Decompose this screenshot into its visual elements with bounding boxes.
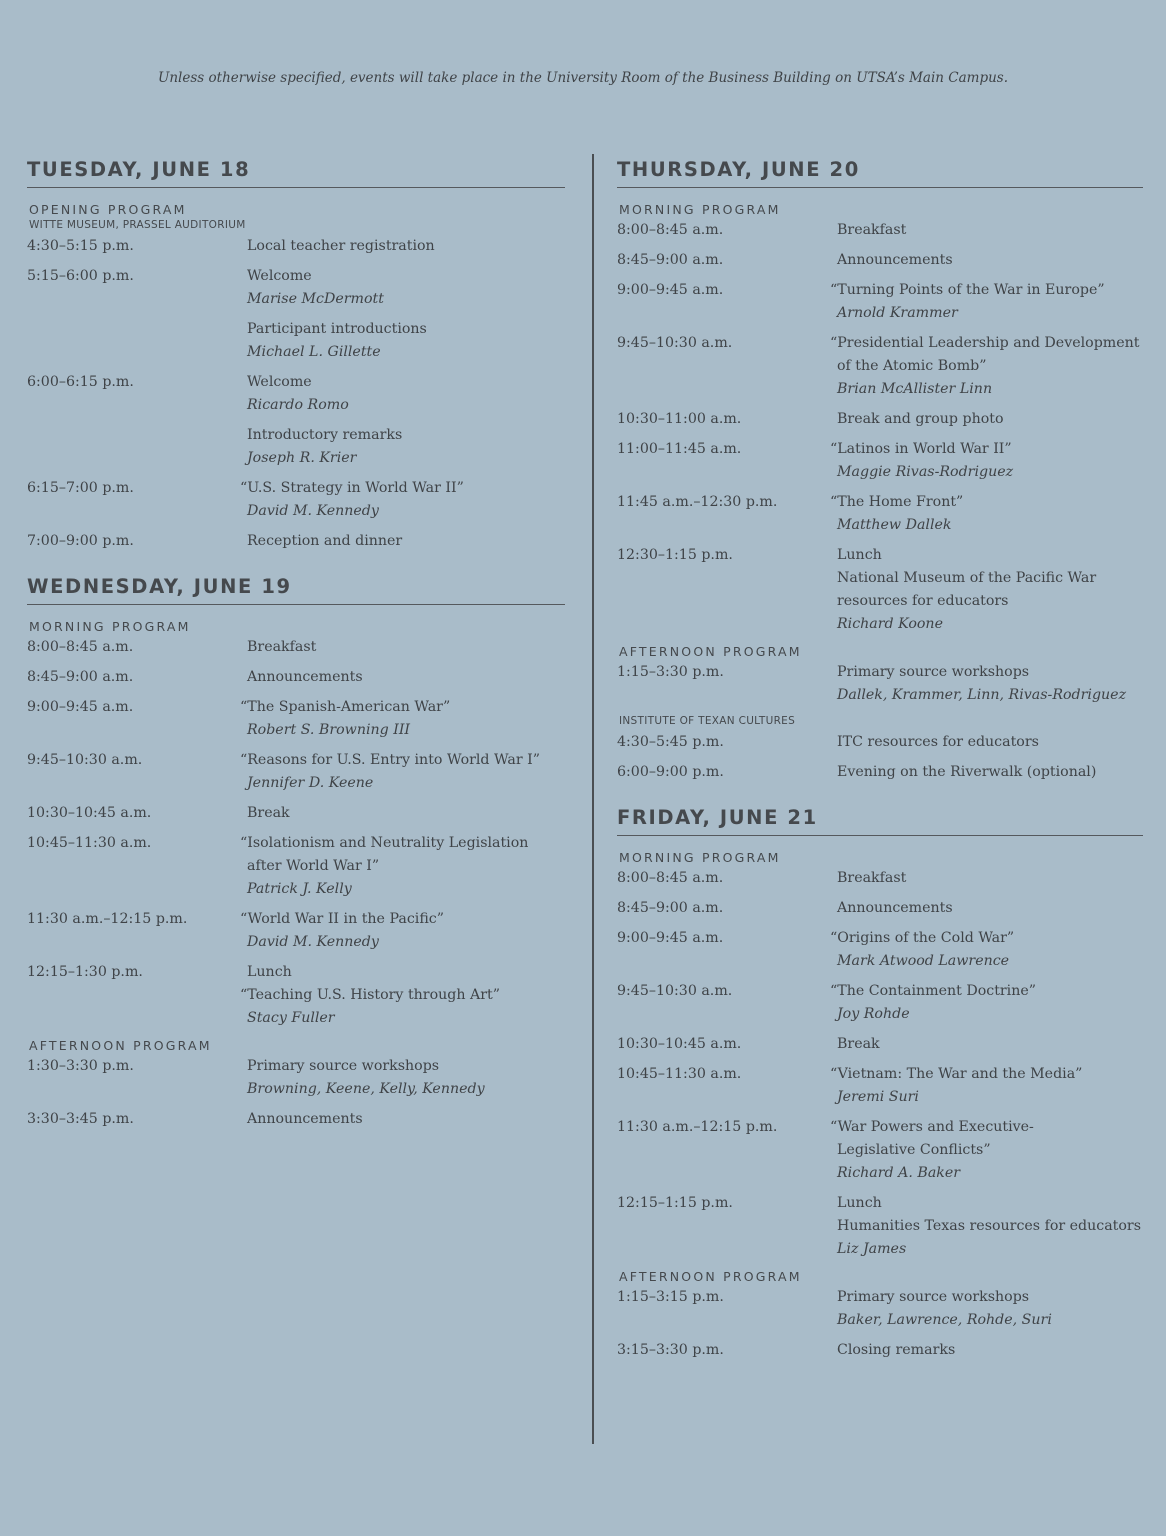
program-title: MORNING PROGRAM — [619, 850, 781, 865]
event-details — [240, 477, 565, 523]
event-line: Participant introductions — [247, 321, 427, 337]
program-title: AFTERNOON PROGRAM — [619, 1269, 802, 1284]
speaker-name: Jennifer D. Keene — [247, 775, 374, 791]
schedule-row — [27, 530, 565, 553]
day-title: WEDNESDAY, JUNE 19 — [27, 575, 565, 605]
lecture-title: “The Home Front” — [830, 494, 964, 510]
event-details — [837, 897, 1143, 920]
speaker-name: Joseph R. Krier — [247, 450, 357, 466]
event-time: 8:00–8:45 a.m. — [27, 639, 134, 655]
event-time: 6:00–9:00 p.m. — [617, 764, 724, 780]
lecture-title: “The Spanish-American War” — [240, 699, 451, 715]
day-title: THURSDAY, JUNE 20 — [617, 158, 1143, 188]
event-line: Primary source workshops — [837, 1289, 1030, 1305]
schedule-row — [27, 235, 565, 258]
lecture-title: “Origins of the Cold War” — [830, 930, 1015, 946]
event-line: after World War I” — [247, 858, 380, 874]
schedule-row — [617, 661, 1143, 707]
schedule-row — [27, 636, 565, 659]
event-details — [837, 1192, 1143, 1261]
day-block — [27, 158, 565, 553]
speaker-name: Arnold Krammer — [837, 305, 958, 321]
column-divider — [592, 154, 594, 1444]
right-column — [617, 158, 1143, 1384]
event-details — [247, 371, 565, 417]
event-details — [240, 961, 565, 1030]
program-section — [617, 644, 1143, 707]
program-title: AFTERNOON PROGRAM — [619, 644, 802, 659]
program-section — [617, 850, 1143, 1261]
event-time: 12:15–1:15 p.m. — [617, 1195, 733, 1211]
speaker-name: Ricardo Romo — [247, 397, 349, 413]
event-details — [240, 696, 565, 742]
program-title: AFTERNOON PROGRAM — [29, 1038, 212, 1053]
program-section — [27, 619, 565, 1030]
schedule-row — [617, 867, 1143, 890]
event-details — [247, 636, 565, 659]
program-title: MORNING PROGRAM — [619, 202, 781, 217]
schedule-row — [617, 544, 1143, 636]
schedule-row — [27, 696, 565, 742]
event-line: Humanities Texas resources for educators — [837, 1218, 1141, 1234]
schedule-row — [617, 408, 1143, 431]
event-time: 10:45–11:30 a.m. — [617, 1066, 742, 1082]
lecture-title: “Turning Points of the War in Europe” — [830, 282, 1105, 298]
event-details — [837, 219, 1143, 242]
event-line: Introductory remarks — [247, 427, 403, 443]
day-block — [617, 806, 1143, 1362]
program-section — [617, 715, 1143, 784]
event-details — [247, 530, 565, 553]
event-details — [247, 424, 565, 470]
event-line: Evening on the Riverwalk (optional) — [837, 764, 1097, 780]
event-time: 4:30–5:15 p.m. — [27, 238, 134, 254]
event-details — [247, 265, 565, 311]
event-time: 8:45–9:00 a.m. — [617, 900, 724, 916]
event-line: Primary source workshops — [837, 664, 1030, 680]
schedule-row — [27, 1108, 565, 1131]
event-details — [240, 832, 565, 901]
schedule-row — [617, 249, 1143, 272]
event-time: 11:45 a.m.–12:30 p.m. — [617, 494, 778, 510]
speaker-name: Richard Koone — [837, 616, 943, 632]
lecture-title: “Isolationism and Neutrality Legislation — [240, 835, 529, 851]
event-time: 11:30 a.m.–12:15 p.m. — [617, 1119, 778, 1135]
event-line: Announcements — [247, 1111, 363, 1127]
event-details — [837, 1339, 1143, 1362]
event-details — [837, 761, 1143, 784]
day-title: TUESDAY, JUNE 18 — [27, 158, 565, 188]
event-details — [830, 279, 1143, 325]
schedule-row — [617, 438, 1143, 484]
schedule-row — [617, 1063, 1143, 1109]
event-line: Lunch — [247, 964, 292, 980]
event-details — [837, 408, 1143, 431]
schedule-row — [617, 219, 1143, 242]
event-time: 9:00–9:45 a.m. — [617, 282, 724, 298]
speaker-name: Joy Rohde — [837, 1006, 910, 1022]
event-line: Breakfast — [247, 639, 317, 655]
event-details — [837, 1033, 1143, 1056]
event-details — [837, 661, 1143, 707]
event-details — [830, 1116, 1143, 1185]
event-line: Announcements — [837, 900, 953, 916]
schedule-row — [27, 424, 565, 470]
event-line: Welcome — [247, 374, 312, 390]
event-line: Primary source workshops — [247, 1058, 440, 1074]
event-time: 9:45–10:30 a.m. — [617, 335, 733, 351]
event-time: 8:45–9:00 a.m. — [617, 252, 724, 268]
program-location: INSTITUTE OF TEXAN CULTURES — [619, 715, 796, 727]
speaker-name: Michael L. Gillette — [247, 344, 381, 360]
schedule-row — [27, 802, 565, 825]
schedule-row — [617, 1116, 1143, 1185]
event-time: 8:00–8:45 a.m. — [617, 222, 724, 238]
program-location: WITTE MUSEUM, PRASSEL AUDITORIUM — [29, 219, 246, 231]
speaker-name: Maggie Rivas-Rodriguez — [837, 464, 1014, 480]
event-time: 12:30–1:15 p.m. — [617, 547, 733, 563]
day-block — [617, 158, 1143, 784]
venue-note: Unless otherwise specified, events will take place in the University Room of the Business Building on UTSA’s Main Campus. — [157, 70, 1009, 86]
day-title: FRIDAY, JUNE 21 — [617, 806, 1143, 836]
event-details — [240, 908, 565, 954]
schedule-row — [617, 279, 1143, 325]
event-line: resources for educators — [837, 593, 1009, 609]
lecture-title: “The Containment Doctrine” — [830, 983, 1036, 999]
event-details — [830, 332, 1143, 401]
event-line: Reception and dinner — [247, 533, 403, 549]
speaker-name: Dallek, Krammer, Linn, Rivas-Rodriguez — [837, 687, 1127, 703]
program-title: OPENING PROGRAM — [29, 202, 187, 217]
event-details — [837, 544, 1143, 636]
speaker-name: David M. Kennedy — [247, 934, 379, 950]
schedule-row — [27, 832, 565, 901]
event-time: 1:15–3:30 p.m. — [617, 664, 724, 680]
event-time: 10:30–10:45 a.m. — [27, 805, 152, 821]
event-time: 12:15–1:30 p.m. — [27, 964, 143, 980]
schedule-row — [27, 961, 565, 1030]
event-details — [830, 491, 1143, 537]
event-time: 6:00–6:15 p.m. — [27, 374, 134, 390]
event-details — [247, 802, 565, 825]
day-block — [27, 575, 565, 1131]
event-time: 11:30 a.m.–12:15 p.m. — [27, 911, 188, 927]
event-line: ITC resources for educators — [837, 734, 1039, 750]
event-details — [830, 438, 1143, 484]
event-line: Lunch — [837, 1195, 882, 1211]
event-line: Breakfast — [837, 870, 907, 886]
schedule-row — [617, 897, 1143, 920]
schedule-row — [27, 371, 565, 417]
schedule-row — [617, 1286, 1143, 1332]
speaker-name: Mark Atwood Lawrence — [837, 953, 1010, 969]
event-details — [247, 1055, 565, 1101]
schedule-row — [617, 927, 1143, 973]
event-details — [830, 1063, 1143, 1109]
event-time: 3:15–3:30 p.m. — [617, 1342, 724, 1358]
schedule-row — [27, 749, 565, 795]
event-details — [830, 980, 1143, 1026]
schedule-row — [27, 477, 565, 523]
event-details — [837, 249, 1143, 272]
event-line: Welcome — [247, 268, 312, 284]
lecture-title: “Latinos in World War II” — [830, 441, 1012, 457]
event-details — [247, 318, 565, 364]
speaker-name: Liz James — [837, 1241, 907, 1257]
event-details — [240, 749, 565, 795]
speaker-name: Richard A. Baker — [837, 1165, 961, 1181]
lecture-title: “U.S. Strategy in World War II” — [240, 480, 464, 496]
event-details — [837, 867, 1143, 890]
event-line: National Museum of the Pacific War — [837, 570, 1097, 586]
lecture-title: “Vietnam: The War and the Media” — [830, 1066, 1083, 1082]
event-line: Break — [247, 805, 290, 821]
event-details — [837, 731, 1143, 754]
event-line: Lunch — [837, 547, 882, 563]
schedule-row — [27, 908, 565, 954]
event-time: 11:00–11:45 a.m. — [617, 441, 742, 457]
speaker-name: Robert S. Browning III — [247, 722, 411, 738]
schedule-row — [27, 666, 565, 689]
schedule-row — [27, 1055, 565, 1101]
schedule-row — [617, 491, 1143, 537]
speaker-name: Jeremi Suri — [837, 1089, 919, 1105]
program-title: MORNING PROGRAM — [29, 619, 191, 634]
schedule-row — [27, 318, 565, 364]
schedule-row — [617, 980, 1143, 1026]
event-details — [247, 1108, 565, 1131]
event-line: Local teacher registration — [247, 238, 435, 254]
schedule-row — [617, 1192, 1143, 1261]
speaker-name: Marise McDermott — [247, 291, 384, 307]
event-time: 6:15–7:00 p.m. — [27, 480, 134, 496]
event-time: 1:15–3:15 p.m. — [617, 1289, 724, 1305]
event-time: 7:00–9:00 p.m. — [27, 533, 134, 549]
event-time: 10:45–11:30 a.m. — [27, 835, 152, 851]
speaker-name: Browning, Keene, Kelly, Kennedy — [247, 1081, 485, 1097]
event-line: Announcements — [247, 669, 363, 685]
event-time: 5:15–6:00 p.m. — [27, 268, 134, 284]
lecture-title: “Reasons for U.S. Entry into World War I” — [240, 752, 540, 768]
event-line: Announcements — [837, 252, 953, 268]
event-time: 4:30–5:45 p.m. — [617, 734, 724, 750]
event-details — [247, 235, 565, 258]
speaker-name: Patrick J. Kelly — [247, 881, 352, 897]
event-line: Break and group photo — [837, 411, 1004, 427]
event-time — [27, 424, 247, 470]
event-time: 9:45–10:30 a.m. — [617, 983, 733, 999]
schedule-row — [617, 761, 1143, 784]
speaker-name: David M. Kennedy — [247, 503, 379, 519]
event-time: 8:00–8:45 a.m. — [617, 870, 724, 886]
left-column — [27, 158, 565, 1153]
lecture-title: “War Powers and Executive- — [830, 1119, 1034, 1135]
event-line: Closing remarks — [837, 1342, 956, 1358]
event-details — [837, 1286, 1143, 1332]
program-section — [617, 1269, 1143, 1362]
lecture-title: “Teaching U.S. History through Art” — [240, 987, 500, 1003]
schedule-row — [617, 731, 1143, 754]
schedule-row — [617, 332, 1143, 401]
lecture-title: “World War II in the Pacific” — [240, 911, 444, 927]
event-line: Break — [837, 1036, 880, 1052]
event-time: 9:45–10:30 a.m. — [27, 752, 143, 768]
event-time: 3:30–3:45 p.m. — [27, 1111, 134, 1127]
speaker-name: Baker, Lawrence, Rohde, Suri — [837, 1312, 1052, 1328]
event-time: 10:30–11:00 a.m. — [617, 411, 742, 427]
event-time: 10:30–10:45 a.m. — [617, 1036, 742, 1052]
schedule-row — [617, 1033, 1143, 1056]
event-details — [830, 927, 1143, 973]
speaker-name: Stacy Fuller — [247, 1010, 335, 1026]
program-section — [617, 202, 1143, 636]
event-time: 1:30–3:30 p.m. — [27, 1058, 134, 1074]
lecture-title: “Presidential Leadership and Development — [830, 335, 1140, 351]
event-time: 9:00–9:45 a.m. — [27, 699, 134, 715]
program-section — [27, 1038, 565, 1131]
event-time — [27, 318, 247, 364]
event-line: Legislative Conflicts” — [837, 1142, 991, 1158]
schedule-row — [27, 265, 565, 311]
program-section — [27, 202, 565, 553]
speaker-name: Matthew Dallek — [837, 517, 952, 533]
event-time: 9:00–9:45 a.m. — [617, 930, 724, 946]
speaker-name: Brian McAllister Linn — [837, 381, 993, 397]
event-time: 8:45–9:00 a.m. — [27, 669, 134, 685]
event-details — [247, 666, 565, 689]
event-line: Breakfast — [837, 222, 907, 238]
schedule-row — [617, 1339, 1143, 1362]
event-line: of the Atomic Bomb” — [837, 358, 987, 374]
